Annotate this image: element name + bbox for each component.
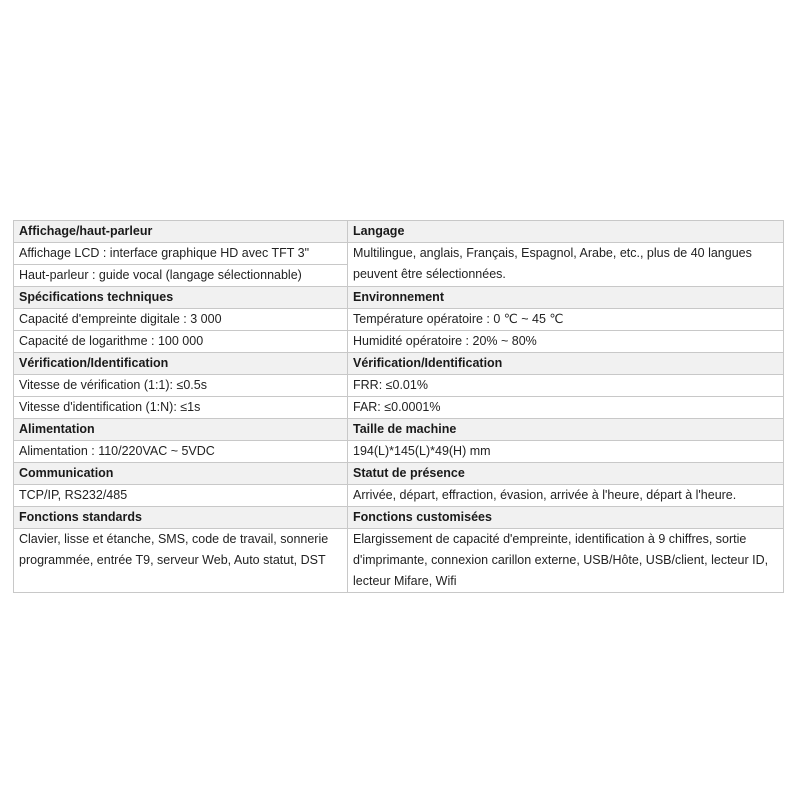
section-header-row — [14, 463, 784, 485]
section-header-row — [14, 507, 784, 529]
section-header-row — [14, 419, 784, 441]
spec-cell: TCP/IP, RS232/485 — [14, 485, 348, 507]
spec-cell: 194(L)*145(L)*49(H) mm — [348, 441, 784, 463]
spec-cell: Température opératoire : 0 ℃ ~ 45 ℃ — [348, 309, 784, 331]
spec-cell: Elargissement de capacité d'empreinte, identification à 9 chiffres, sortie d'imprimante, connexion carillon externe, USB/Hôte, USB/client, lecteur ID, lecteur Mifare, Wifi — [348, 529, 784, 593]
section-title: Environnement — [348, 287, 784, 309]
section-title: Communication — [14, 463, 348, 485]
section-title: Vérification/Identification — [348, 353, 784, 375]
spec-cell: Vitesse de vérification (1:1): ≤0.5s — [14, 375, 348, 397]
section-title: Alimentation — [14, 419, 348, 441]
spec-cell: Affichage LCD : interface graphique HD avec TFT 3" — [14, 243, 348, 265]
table-row — [14, 375, 784, 397]
table-row — [14, 331, 784, 353]
specifications-table — [13, 220, 784, 593]
spec-cell: Multilingue, anglais, Français, Espagnol, Arabe, etc., plus de 40 langues peuvent être sélectionnées. — [348, 243, 784, 287]
table-row — [14, 529, 784, 593]
spec-cell: FRR: ≤0.01% — [348, 375, 784, 397]
spec-cell: Haut-parleur : guide vocal (langage sélectionnable) — [14, 265, 348, 287]
spec-cell: FAR: ≤0.0001% — [348, 397, 784, 419]
table-row — [14, 243, 784, 265]
table-row — [14, 397, 784, 419]
table-row — [14, 441, 784, 463]
section-title: Fonctions standards — [14, 507, 348, 529]
section-header-row — [14, 221, 784, 243]
section-title: Fonctions customisées — [348, 507, 784, 529]
spec-cell: Capacité d'empreinte digitale : 3 000 — [14, 309, 348, 331]
spec-cell: Vitesse d'identification (1:N): ≤1s — [14, 397, 348, 419]
section-header-row — [14, 353, 784, 375]
section-title: Spécifications techniques — [14, 287, 348, 309]
section-title: Langage — [348, 221, 784, 243]
table-row — [14, 485, 784, 507]
section-title: Statut de présence — [348, 463, 784, 485]
spec-cell: Humidité opératoire : 20% ~ 80% — [348, 331, 784, 353]
table-row — [14, 309, 784, 331]
spec-cell: Capacité de logarithme : 100 000 — [14, 331, 348, 353]
section-title: Affichage/haut-parleur — [14, 221, 348, 243]
spec-cell: Clavier, lisse et étanche, SMS, code de travail, sonnerie programmée, entrée T9, serveur Web, Auto statut, DST — [14, 529, 348, 593]
spec-cell: Alimentation : 110/220VAC ~ 5VDC — [14, 441, 348, 463]
section-title: Vérification/Identification — [14, 353, 348, 375]
section-title: Taille de machine — [348, 419, 784, 441]
spec-cell: Arrivée, départ, effraction, évasion, arrivée à l'heure, départ à l'heure. — [348, 485, 784, 507]
section-header-row — [14, 287, 784, 309]
